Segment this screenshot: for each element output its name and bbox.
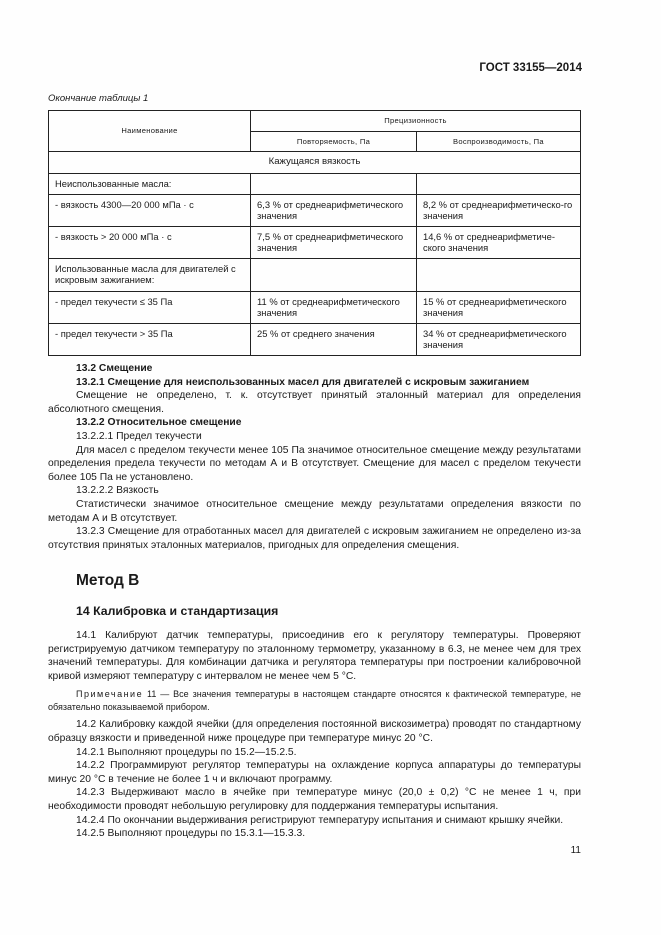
- table-cell-reprod: 34 % от среднеарифметического значения: [417, 323, 581, 355]
- table-cell: [417, 174, 581, 195]
- table-cell-repeat: 6,3 % от среднеарифметического значения: [251, 194, 417, 226]
- precision-table: [48, 110, 581, 356]
- table-row: [49, 194, 581, 226]
- paragraph: 14.2.3 Выдерживают масло в ячейке при температуре минус (20,0 ± 0,2) °С не менее 1 ч, при необходимости проводят небольшую регулировку для поддержания температуры испытания.: [48, 787, 581, 812]
- table-group-label: Использованные масла для двигателей с искровым зажиганием:: [49, 258, 251, 291]
- section-13-text: [48, 362, 581, 552]
- table-cell-name: - вязкость 4300—20 000 мПа · с: [49, 194, 251, 226]
- table-section-row: [49, 152, 581, 174]
- table-cell: [251, 258, 417, 291]
- heading-13-2: 13.2 Смещение: [76, 363, 153, 374]
- table-cell-repeat: 7,5 % от среднеарифметического значения: [251, 226, 417, 258]
- paragraph: 14.2 Калибровку каждой ячейки (для определения постоянной вискозиметра) проводят по стандартному образцу вязкости и приведенной ниже процедуре при температуре минус 20 °С.: [48, 719, 581, 744]
- table-cell-name: - вязкость > 20 000 мПа · с: [49, 226, 251, 258]
- note: [48, 688, 581, 713]
- paragraph: Смещение не определено, т. к. отсутствует принятый эталонный материал для определения абсолютного смещения.: [48, 390, 581, 415]
- section-14-text: [48, 629, 581, 841]
- table-section-title: Кажущаяся вязкость: [49, 152, 581, 174]
- paragraph: Для масел с пределом текучести менее 105 Па значимое относительное смещение между результатами определения предела текучести по методам А и В отсутствует. Смещение для масел с пределом текучести более 105 Па не установлено.: [48, 444, 581, 483]
- heading-13-2-2: 13.2.2 Относительное смещение: [76, 417, 242, 429]
- table-cell-name: - предел текучести ≤ 35 Па: [49, 291, 251, 323]
- paragraph: 13.2.3 Смещение для отработанных масел для двигателей с искровым зажиганием не определено из-за отсутствия принятых эталонных материалов, пригодных для определения смещения.: [48, 526, 581, 551]
- table-row: [49, 323, 581, 355]
- note-text: 11 — Все значения температуры в настоящем стандарте относятся к фактической температуре, не обязательно показываемой прибором.: [48, 689, 581, 712]
- paragraph: 14.2.2 Программируют регулятор температуры на охлаждение корпуса аппаратуры до температуры минус 20 °С в течение не более 1 ч и включают программу.: [48, 760, 581, 785]
- table-group-label: Неиспользованные масла:: [49, 174, 251, 195]
- document-header: ГОСТ 33155—2014: [479, 62, 582, 74]
- table-cell-reprod: 14,6 % от среднеарифметиче-ского значения: [417, 226, 581, 258]
- table-cell: [251, 174, 417, 195]
- column-header-reproducibility: Воспроизводимость, Па: [417, 131, 581, 152]
- note-label: Примечание: [76, 689, 144, 700]
- table-row: [49, 291, 581, 323]
- page-number: 11: [570, 845, 581, 856]
- paragraph: 14.2.1 Выполняют процедуры по 15.2—15.2.5.: [76, 746, 297, 758]
- table-row: [49, 226, 581, 258]
- table-cell-repeat: 25 % от среднего значения: [251, 323, 417, 355]
- table-row: [49, 258, 581, 291]
- column-header-name: Наименование: [49, 111, 251, 152]
- table-header-row: [49, 111, 581, 132]
- paragraph: Статистически значимое относительное смещение между результатами определения вязкости по методам А и В отсутствует.: [48, 498, 581, 524]
- table-cell-reprod: 15 % от среднеарифметического значения: [417, 291, 581, 323]
- heading-13-2-1: 13.2.1 Смещение для неиспользованных масел для двигателей с искровым зажиганием: [76, 376, 530, 388]
- column-header-precision: Прецизионность: [251, 111, 581, 132]
- table-cell: [417, 258, 581, 291]
- section-title: 14 Калибровка и стандартизация: [76, 604, 279, 618]
- paragraph: 14.2.4 По окончании выдерживания регистрируют температуру испытания и снимают крышку ячейки.: [76, 814, 564, 826]
- table-caption: Окончание таблицы 1: [48, 93, 149, 104]
- table-cell-repeat: 11 % от среднеарифметического значения: [251, 291, 417, 323]
- table-cell-name: - предел текучести > 35 Па: [49, 323, 251, 355]
- paragraph: 13.2.2.2 Вязкость: [76, 485, 159, 497]
- paragraph: 14.1 Калибруют датчик температуры, присоединив его к регулятору температуры. Проверяют регистрируемую датчиком температуру по эталонному термометру, указанному в 6.3, не менее чем для трех значений температуры. Для комбинации датчика и регулятора температуры при построении калибровочной кривой измеряют температуру с интервалом не менее чем 5 °С.: [48, 630, 581, 682]
- paragraph: 13.2.2.1 Предел текучести: [76, 430, 202, 442]
- table-row: [49, 174, 581, 195]
- table-cell-reprod: 8,2 % от среднеарифметическо-го значения: [417, 194, 581, 226]
- column-header-repeatability: Повторяемость, Па: [251, 131, 417, 152]
- method-title: Метод В: [76, 572, 140, 589]
- paragraph: 14.2.5 Выполняют процедуры по 15.3.1—15.3.3.: [76, 828, 306, 840]
